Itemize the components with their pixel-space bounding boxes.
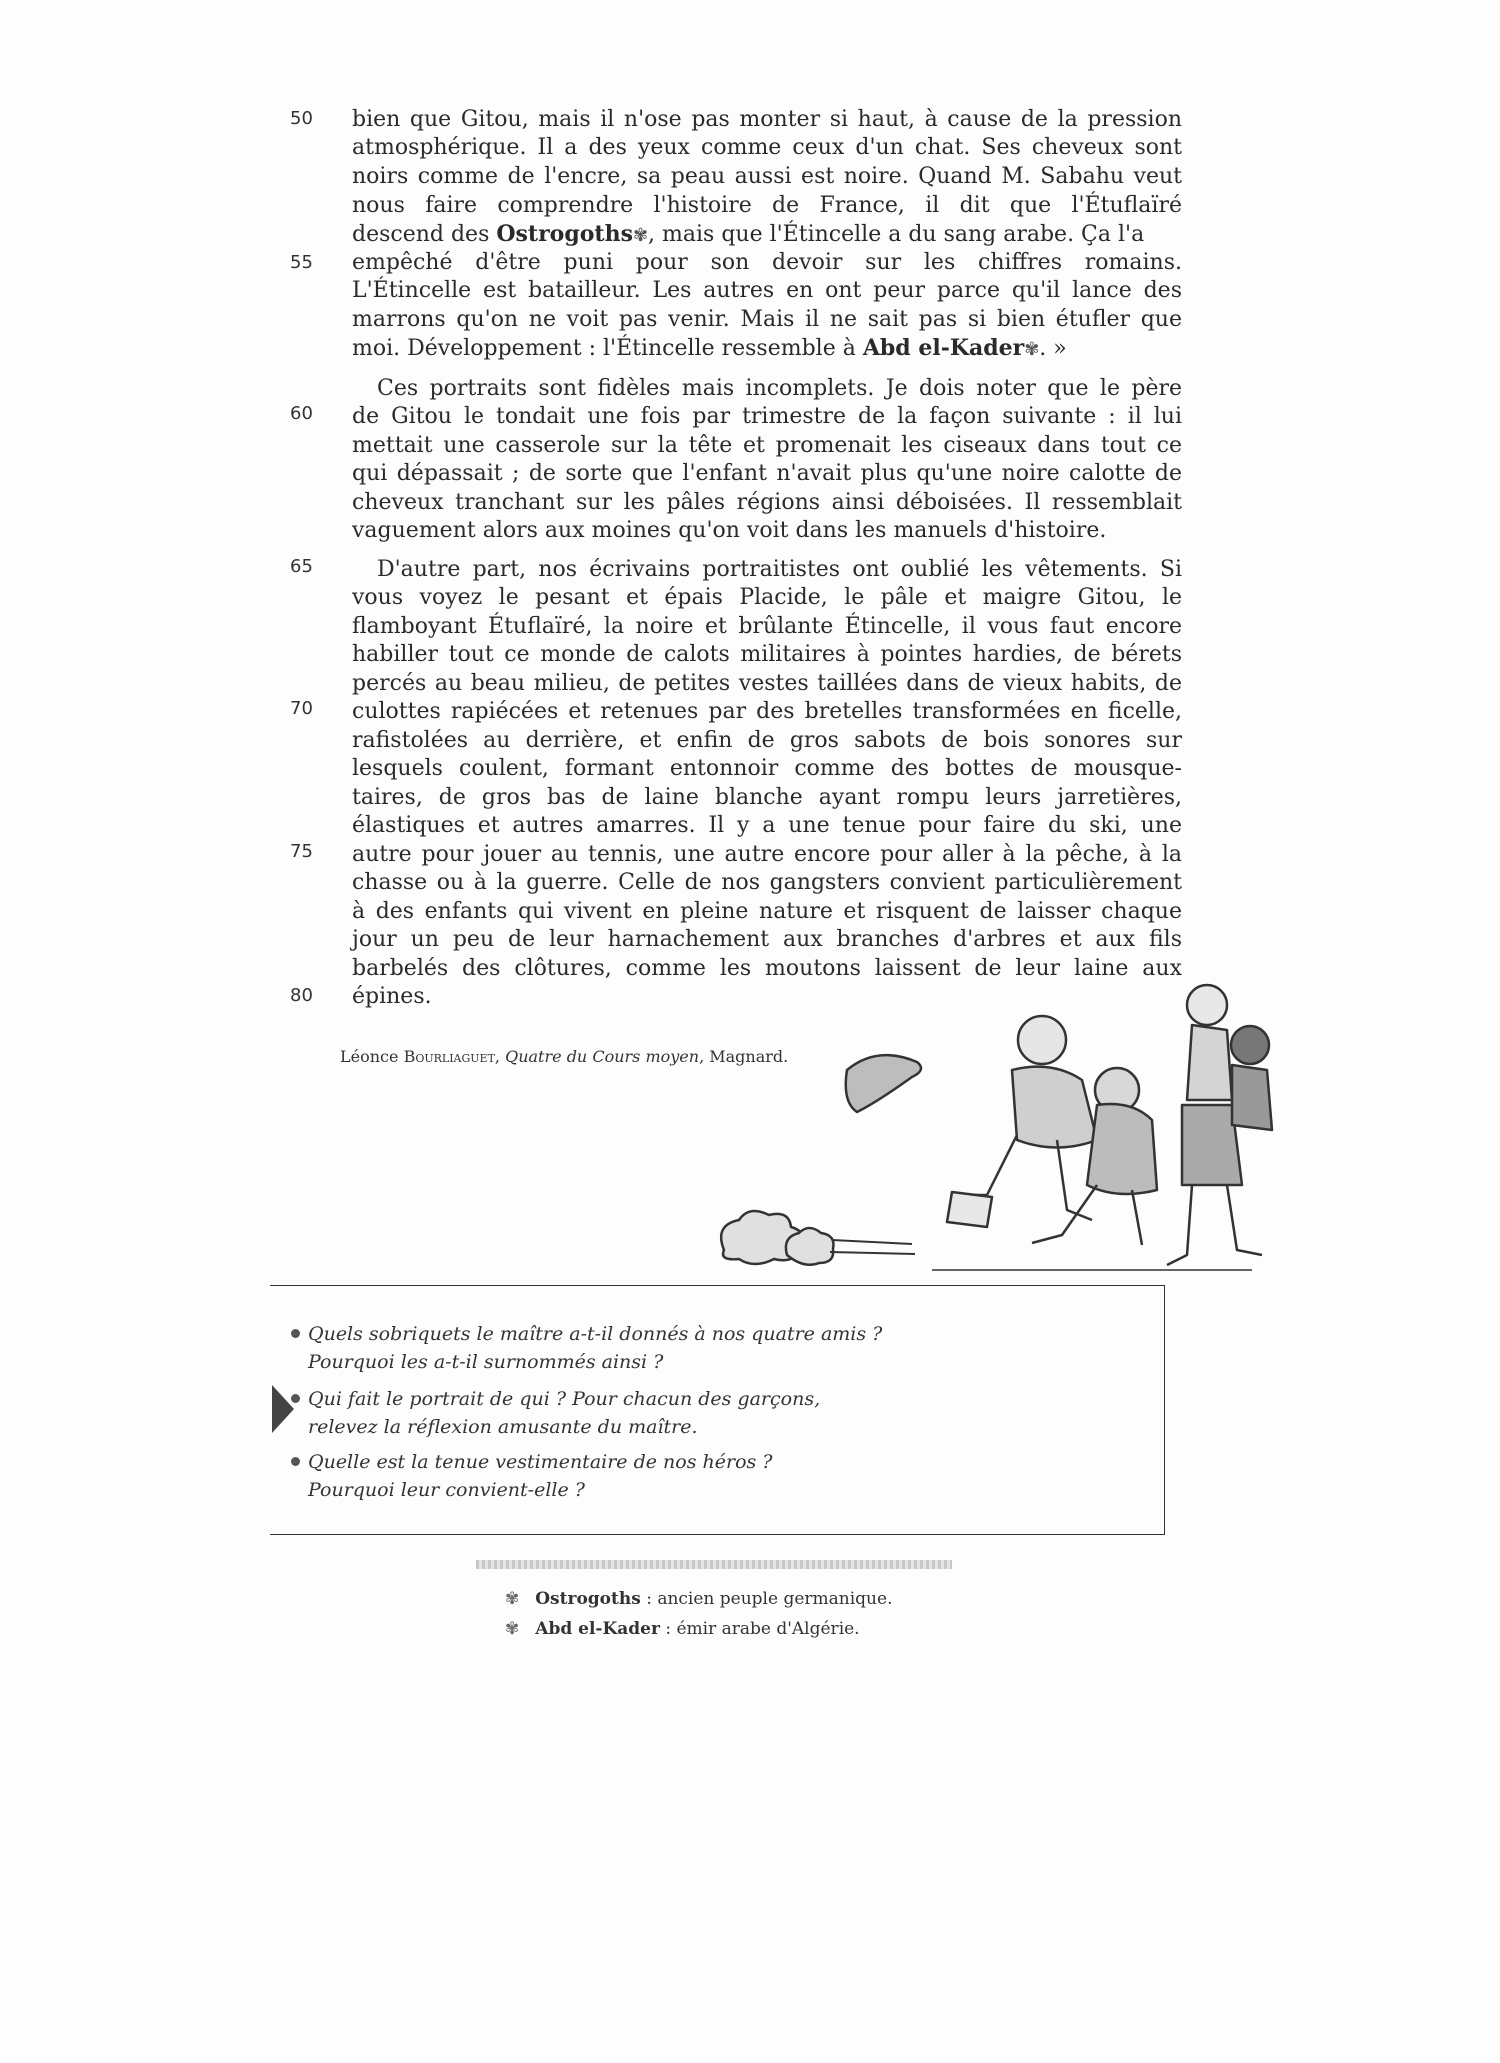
text-line: autre pour jouer au tennis, une autre encore pour aller à la pêche, à la	[352, 842, 1182, 867]
text-line: empêché d'être puni pour son devoir sur les chiffres romains.	[352, 250, 1182, 275]
pointer-arrow-icon	[272, 1385, 294, 1433]
source-citation: Léonce Bourliaguet, Quatre du Cours moyen, Magnard.	[340, 1047, 789, 1066]
line-number: 80	[290, 985, 313, 1006]
bullet-icon	[291, 1457, 300, 1466]
text-line: culottes rapiécées et retenues par des bretelles transformées en ficelle,	[352, 699, 1182, 724]
text-line: de Gitou le tondait une fois par trimestre de la façon suivante : il lui	[352, 404, 1182, 429]
text-line: à des enfants qui vivent en pleine nature et risquent de laisser chaque	[352, 899, 1182, 924]
line-number: 50	[290, 108, 313, 129]
text-line: L'Étincelle est batailleur. Les autres en ont peur parce qu'il lance des	[352, 278, 1182, 303]
bullet-icon	[291, 1329, 300, 1338]
text-line: percés au beau milieu, de petites vestes taillées dans de vieux habits, de	[352, 671, 1182, 696]
text-line: moi. Développement : l'Étincelle ressemble à Abd el-Kader✾. »	[352, 335, 1067, 361]
footnote-star-icon: ✾	[505, 1619, 520, 1639]
line-number: 60	[290, 403, 313, 424]
footnote-star-icon: ✾	[505, 1589, 520, 1609]
text-line: bien que Gitou, mais il n'ose pas monter si haut, à cause de la pression	[352, 107, 1182, 132]
text-line: barbelés des clôtures, comme les moutons laissent de leur laine aux	[352, 956, 1182, 981]
text-line: lesquels coulent, formant entonnoir comme des bottes de mousque-	[352, 756, 1182, 781]
footnote: ✾ Ostrogoths : ancien peuple germanique.	[505, 1589, 893, 1609]
footnote-star-icon: ✾	[1024, 339, 1040, 360]
text-line: jour un peu de leur harnachement aux branches d'arbres et aux fils	[352, 927, 1182, 952]
footnote-divider	[476, 1560, 952, 1569]
line-number: 55	[290, 252, 313, 273]
text-line: descend des Ostrogoths✾, mais que l'Étincelle a du sang arabe. Ça l'a	[352, 221, 1145, 247]
text-line: qui dépassait ; de sorte que l'enfant n'avait plus qu'une noire calotte de	[352, 461, 1182, 486]
text-line: vous voyez le pesant et épais Placide, le pâle et maigre Gitou, le	[352, 585, 1182, 610]
footnote-star-icon: ✾	[632, 225, 649, 246]
text-line: Ces portraits sont fidèles mais incomplets. Je dois noter que le père	[377, 376, 1182, 401]
bullet-icon	[291, 1394, 300, 1403]
text-line: taires, de gros bas de laine blanche ayant rompu leurs jarretières,	[352, 785, 1182, 810]
line-number: 75	[290, 841, 313, 862]
text-line: cheveux tranchant sur les pâles régions ainsi déboisées. Il ressemblait	[352, 490, 1182, 515]
text-line: mettait une casserole sur la tête et promenait les ciseaux dans tout ce	[352, 433, 1182, 458]
text-line: vaguement alors aux moines qu'on voit dans les manuels d'histoire.	[352, 518, 1107, 543]
text-line: atmosphérique. Il a des yeux comme ceux d'un chat. Ses cheveux sont	[352, 135, 1182, 160]
text-line: marrons qu'on ne voit pas venir. Mais il ne sait pas si bien étufler que	[352, 307, 1182, 332]
question-item: Qui fait le portrait de qui ? Pour chacun des garçons, relevez la réflexion amusante du maître.	[308, 1385, 820, 1441]
text-line: épines.	[352, 984, 432, 1009]
line-number: 65	[290, 556, 313, 577]
footnote: ✾ Abd el-Kader : émir arabe d'Algérie.	[505, 1619, 860, 1639]
term-abd-el-kader: Abd el-Kader	[862, 335, 1025, 361]
text-line: chasse ou à la guerre. Celle de nos gangsters convient particulièrement	[352, 870, 1182, 895]
running-boys-illustration	[712, 960, 1284, 1290]
text-line: élastiques et autres amarres. Il y a une tenue pour faire du ski, une	[352, 813, 1182, 838]
text-line: nous faire comprendre l'histoire de France, il dit que l'Étuflaïré	[352, 193, 1182, 218]
text-line: noirs comme de l'encre, sa peau aussi est noire. Quand M. Sabahu veut	[352, 164, 1182, 189]
text-line: rafistolées au derrière, et enfin de gros sabots de bois sonores sur	[352, 728, 1182, 753]
text-line: habiller tout ce monde de calots militaires à pointes hardies, de bérets	[352, 642, 1182, 667]
line-number: 70	[290, 698, 313, 719]
question-item: Quelle est la tenue vestimentaire de nos héros ? Pourquoi leur convient-elle ?	[308, 1448, 772, 1504]
text-line: D'autre part, nos écrivains portraitistes ont oublié les vêtements. Si	[377, 557, 1182, 582]
term-ostrogoths: Ostrogoths	[496, 221, 633, 247]
question-item: Quels sobriquets le maître a-t-il donnés à nos quatre amis ? Pourquoi les a-t-il surnommés ainsi ?	[308, 1320, 882, 1376]
text-line: flamboyant Étuflaïré, la noire et brûlante Étincelle, il vous faut encore	[352, 614, 1182, 639]
